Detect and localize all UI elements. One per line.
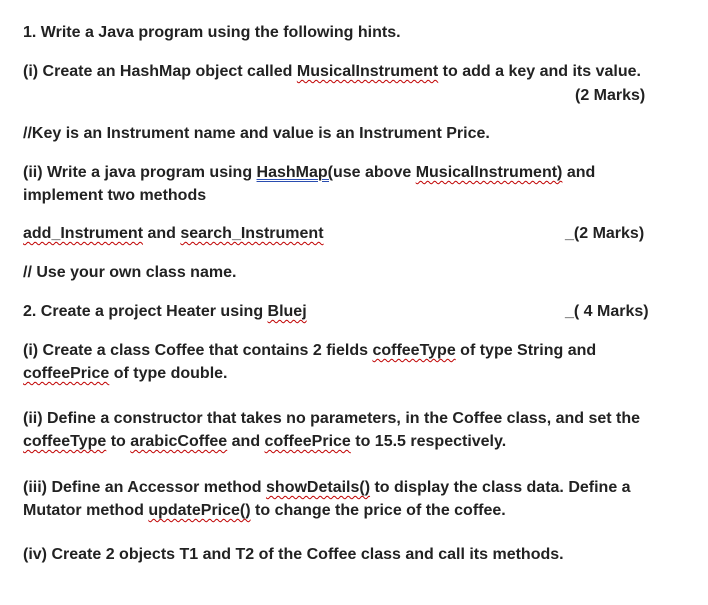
q2-part-i-field2: coffeePrice <box>23 365 110 382</box>
q2-marks <box>565 302 649 322</box>
q2-part-i-post2: of type double. <box>109 365 228 382</box>
q2-part-i-post: of type String and <box>455 342 597 359</box>
q2-part-iv: (iv) Create 2 objects T1 and T2 of the Coffee class and call its methods. <box>23 546 564 563</box>
q1-key-note: //Key is an Instrument name and value is an Instrument Price. <box>23 125 490 142</box>
q1-method-add: add_Instrument <box>23 225 144 242</box>
q1-part-ii-hashmap: HashMap( <box>256 164 333 181</box>
q2-part-i-line2 <box>23 364 227 384</box>
q2-part-i <box>23 341 596 361</box>
q2-part-ii: (ii) Define a constructor that takes no parameters, in the Coffee class, and set the <box>23 410 641 427</box>
q1-methods-marks <box>565 224 644 244</box>
q1-part-ii-class-name: MusicalInstrument) <box>415 164 563 181</box>
q2-part-iii-line2 <box>23 501 506 521</box>
q2-part-i-field1: coffeeType <box>372 342 456 359</box>
q1-part-ii-mid: use above <box>332 164 416 181</box>
q1-part-ii-pre: (ii) Write a java program using <box>23 164 257 181</box>
q1-methods-and: and <box>143 225 181 242</box>
q1-method-search: search_Instrument <box>180 225 324 242</box>
q2-part-ii-post: to 15.5 respectively. <box>350 433 507 450</box>
q1-methods-marks-text: (2 Marks) <box>573 225 645 242</box>
q1-part-ii <box>23 163 595 183</box>
q1-part-ii-line2: implement two methods <box>23 187 207 204</box>
q1-class-note: // Use your own class name. <box>23 264 237 281</box>
q2-part-iii-post2: to change the price of the coffee. <box>250 502 506 519</box>
q1-part-i-marks: (2 Marks) <box>575 87 646 104</box>
q2-part-iii-pre: (iii) Define an Accessor method <box>23 479 267 496</box>
q1-part-ii-post: and <box>562 164 596 181</box>
q2-part-ii-and: and <box>227 433 265 450</box>
q2-heading-pre: 2. Create a project Heater using <box>23 303 268 320</box>
q2-marks-text: ( 4 Marks) <box>573 303 649 320</box>
q1-part-i-pre: (i) Create an HashMap object called <box>23 63 297 80</box>
q2-part-ii-line2 <box>23 432 506 452</box>
q2-part-ii-value1: arabicCoffee <box>130 433 228 450</box>
q1-part-i-class-name: MusicalInstrument <box>296 63 439 80</box>
q2-part-ii-field1: coffeeType <box>23 433 107 450</box>
q2-part-iii <box>23 478 631 498</box>
q2-part-iii-pre2: Mutator method <box>23 502 149 519</box>
q2-part-iii-method1: showDetails() <box>266 479 371 496</box>
q1-heading: 1. Write a Java program using the following hints. <box>23 24 401 41</box>
q2-heading-bluej: Bluej <box>267 303 307 320</box>
q2-heading <box>23 302 307 322</box>
q1-part-i-post: to add a key and its value. <box>438 63 641 80</box>
q1-part-i <box>23 62 641 82</box>
q2-part-i-pre: (i) Create a class Coffee that contains 2 fields <box>23 342 373 359</box>
q2-part-iii-post: to display the class data. Define a <box>370 479 631 496</box>
q2-part-ii-field2: coffeePrice <box>264 433 351 450</box>
q1-methods-marks-underline: _ <box>565 225 574 242</box>
q2-part-iii-method2: updatePrice() <box>148 502 251 519</box>
q1-methods <box>23 224 324 244</box>
q2-part-ii-to: to <box>106 433 131 450</box>
q2-marks-underline: _ <box>565 303 574 320</box>
